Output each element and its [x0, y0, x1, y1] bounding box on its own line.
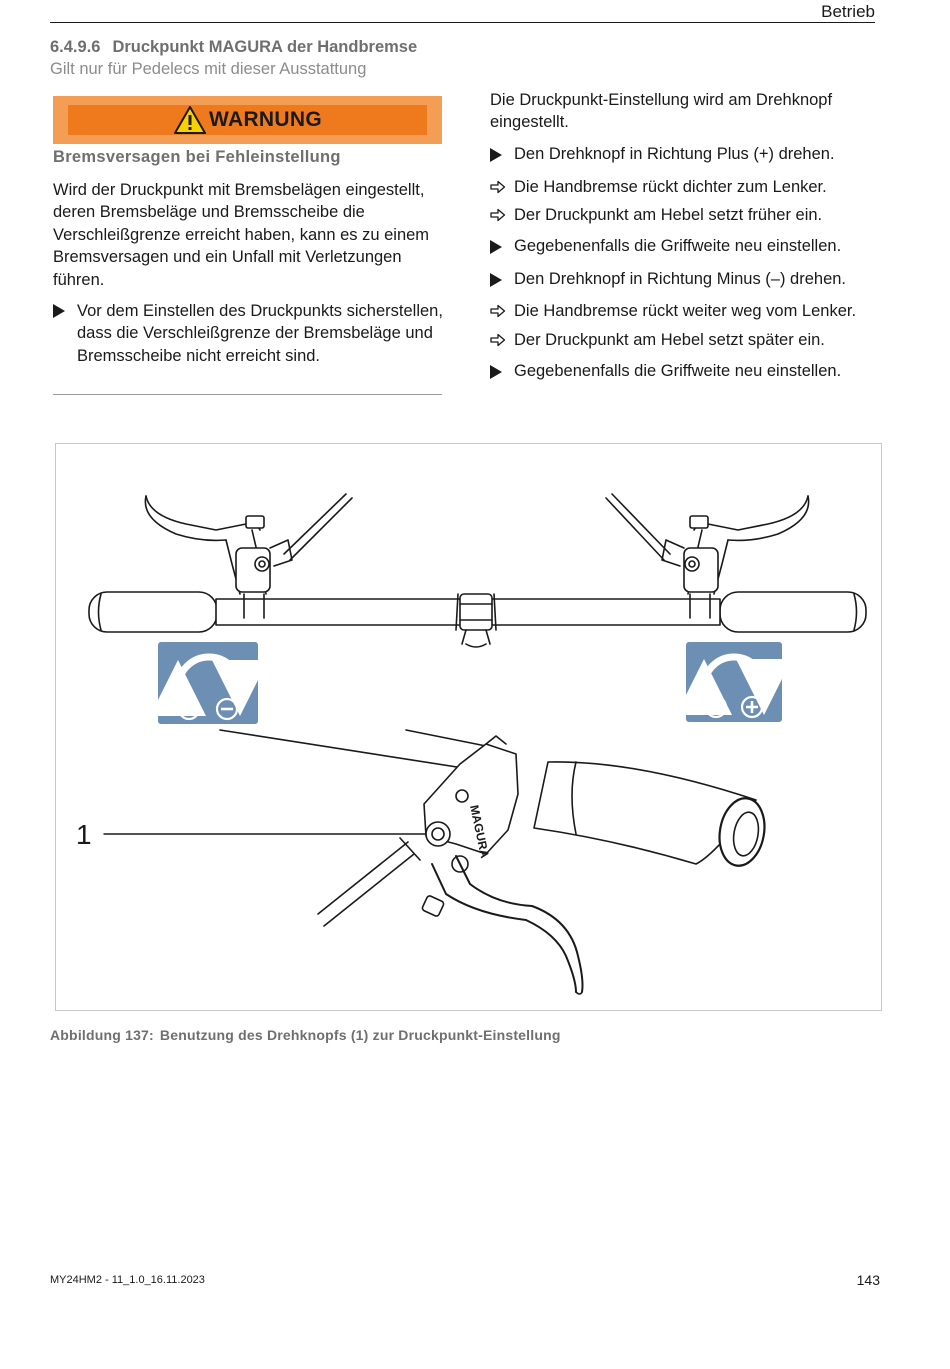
document-id: MY24HM2 - 11_1.0_16.11.2023 — [50, 1274, 205, 1286]
warning-rule — [53, 394, 442, 395]
action-arrow-icon — [490, 148, 502, 162]
warning-label: WARNUNG — [209, 108, 322, 131]
brake-detail-view — [104, 730, 770, 994]
instruction-result: Die Handbremse rückt weiter weg vom Lenker. — [490, 301, 856, 321]
instruction-step: Den Drehknopf in Richtung Minus (–) drehen. — [490, 269, 846, 289]
page-number: 143 — [856, 1272, 880, 1288]
section-title: Druckpunkt MAGURA der Handbremse — [112, 38, 418, 56]
warning-triangle-icon — [173, 105, 207, 135]
action-arrow-icon — [490, 273, 502, 287]
section-heading — [50, 38, 417, 57]
instruction-step: Gegebenenfalls die Griffweite neu einstellen. — [490, 236, 841, 256]
action-arrow-icon — [490, 240, 502, 254]
chapter-title: Betrieb — [821, 2, 875, 21]
warning-step-text: Vor dem Einstellen des Druckpunkts sicherstellen, dass die Verschleißgrenze der Bremsbeläge und Bremsscheibe nicht erreicht sind. — [77, 302, 443, 365]
result-arrow-icon — [490, 332, 506, 348]
result-arrow-icon — [490, 303, 506, 319]
magura-brand: MAGURA — [467, 803, 492, 860]
section-number: 6.4.9.6 — [50, 38, 101, 56]
instruction-result: Der Druckpunkt am Hebel setzt früher ein. — [490, 205, 822, 225]
action-arrow-icon — [490, 365, 502, 379]
result-arrow-icon — [490, 179, 506, 195]
rotate-minus-plus-icon — [686, 642, 782, 722]
action-arrow-icon — [53, 304, 65, 318]
instruction-step: Den Drehknopf in Richtung Plus (+) drehen. — [490, 144, 835, 164]
warning-banner — [53, 96, 442, 144]
result-arrow-icon — [490, 207, 506, 223]
rotate-plus-minus-icon — [158, 642, 258, 724]
callout-number: 1 — [76, 819, 92, 850]
handlebar-top — [89, 494, 866, 647]
warning-heading: Bremsversagen bei Fehleinstellung — [53, 148, 341, 166]
instruction-result: Die Handbremse rückt dichter zum Lenker. — [490, 177, 827, 197]
header-rule — [50, 22, 875, 23]
instruction-result: Der Druckpunkt am Hebel setzt später ein. — [490, 330, 825, 350]
caption-text: Benutzung des Drehknopfs (1) zur Druckpunkt-Einstellung — [159, 1027, 561, 1043]
figure-caption — [50, 1027, 561, 1043]
instruction-step: Gegebenenfalls die Griffweite neu einstellen. — [490, 361, 841, 381]
handlebar-illustration — [56, 444, 880, 1008]
caption-label: Abbildung 137: — [50, 1027, 154, 1043]
instructions-intro: Die Druckpunkt-Einstellung wird am Drehknopf eingestellt. — [490, 91, 833, 132]
warning-text: Wird der Druckpunkt mit Bremsbelägen eingestellt, deren Bremsbeläge und Bremsscheibe die Verschleißgrenze erreicht haben, kann es zu einem Bremsversagen und ein Unfall mit Verletzungen führen. — [53, 181, 430, 289]
warning-step — [53, 300, 445, 367]
section-subtitle: Gilt nur für Pedelecs mit dieser Ausstattung — [50, 60, 367, 78]
